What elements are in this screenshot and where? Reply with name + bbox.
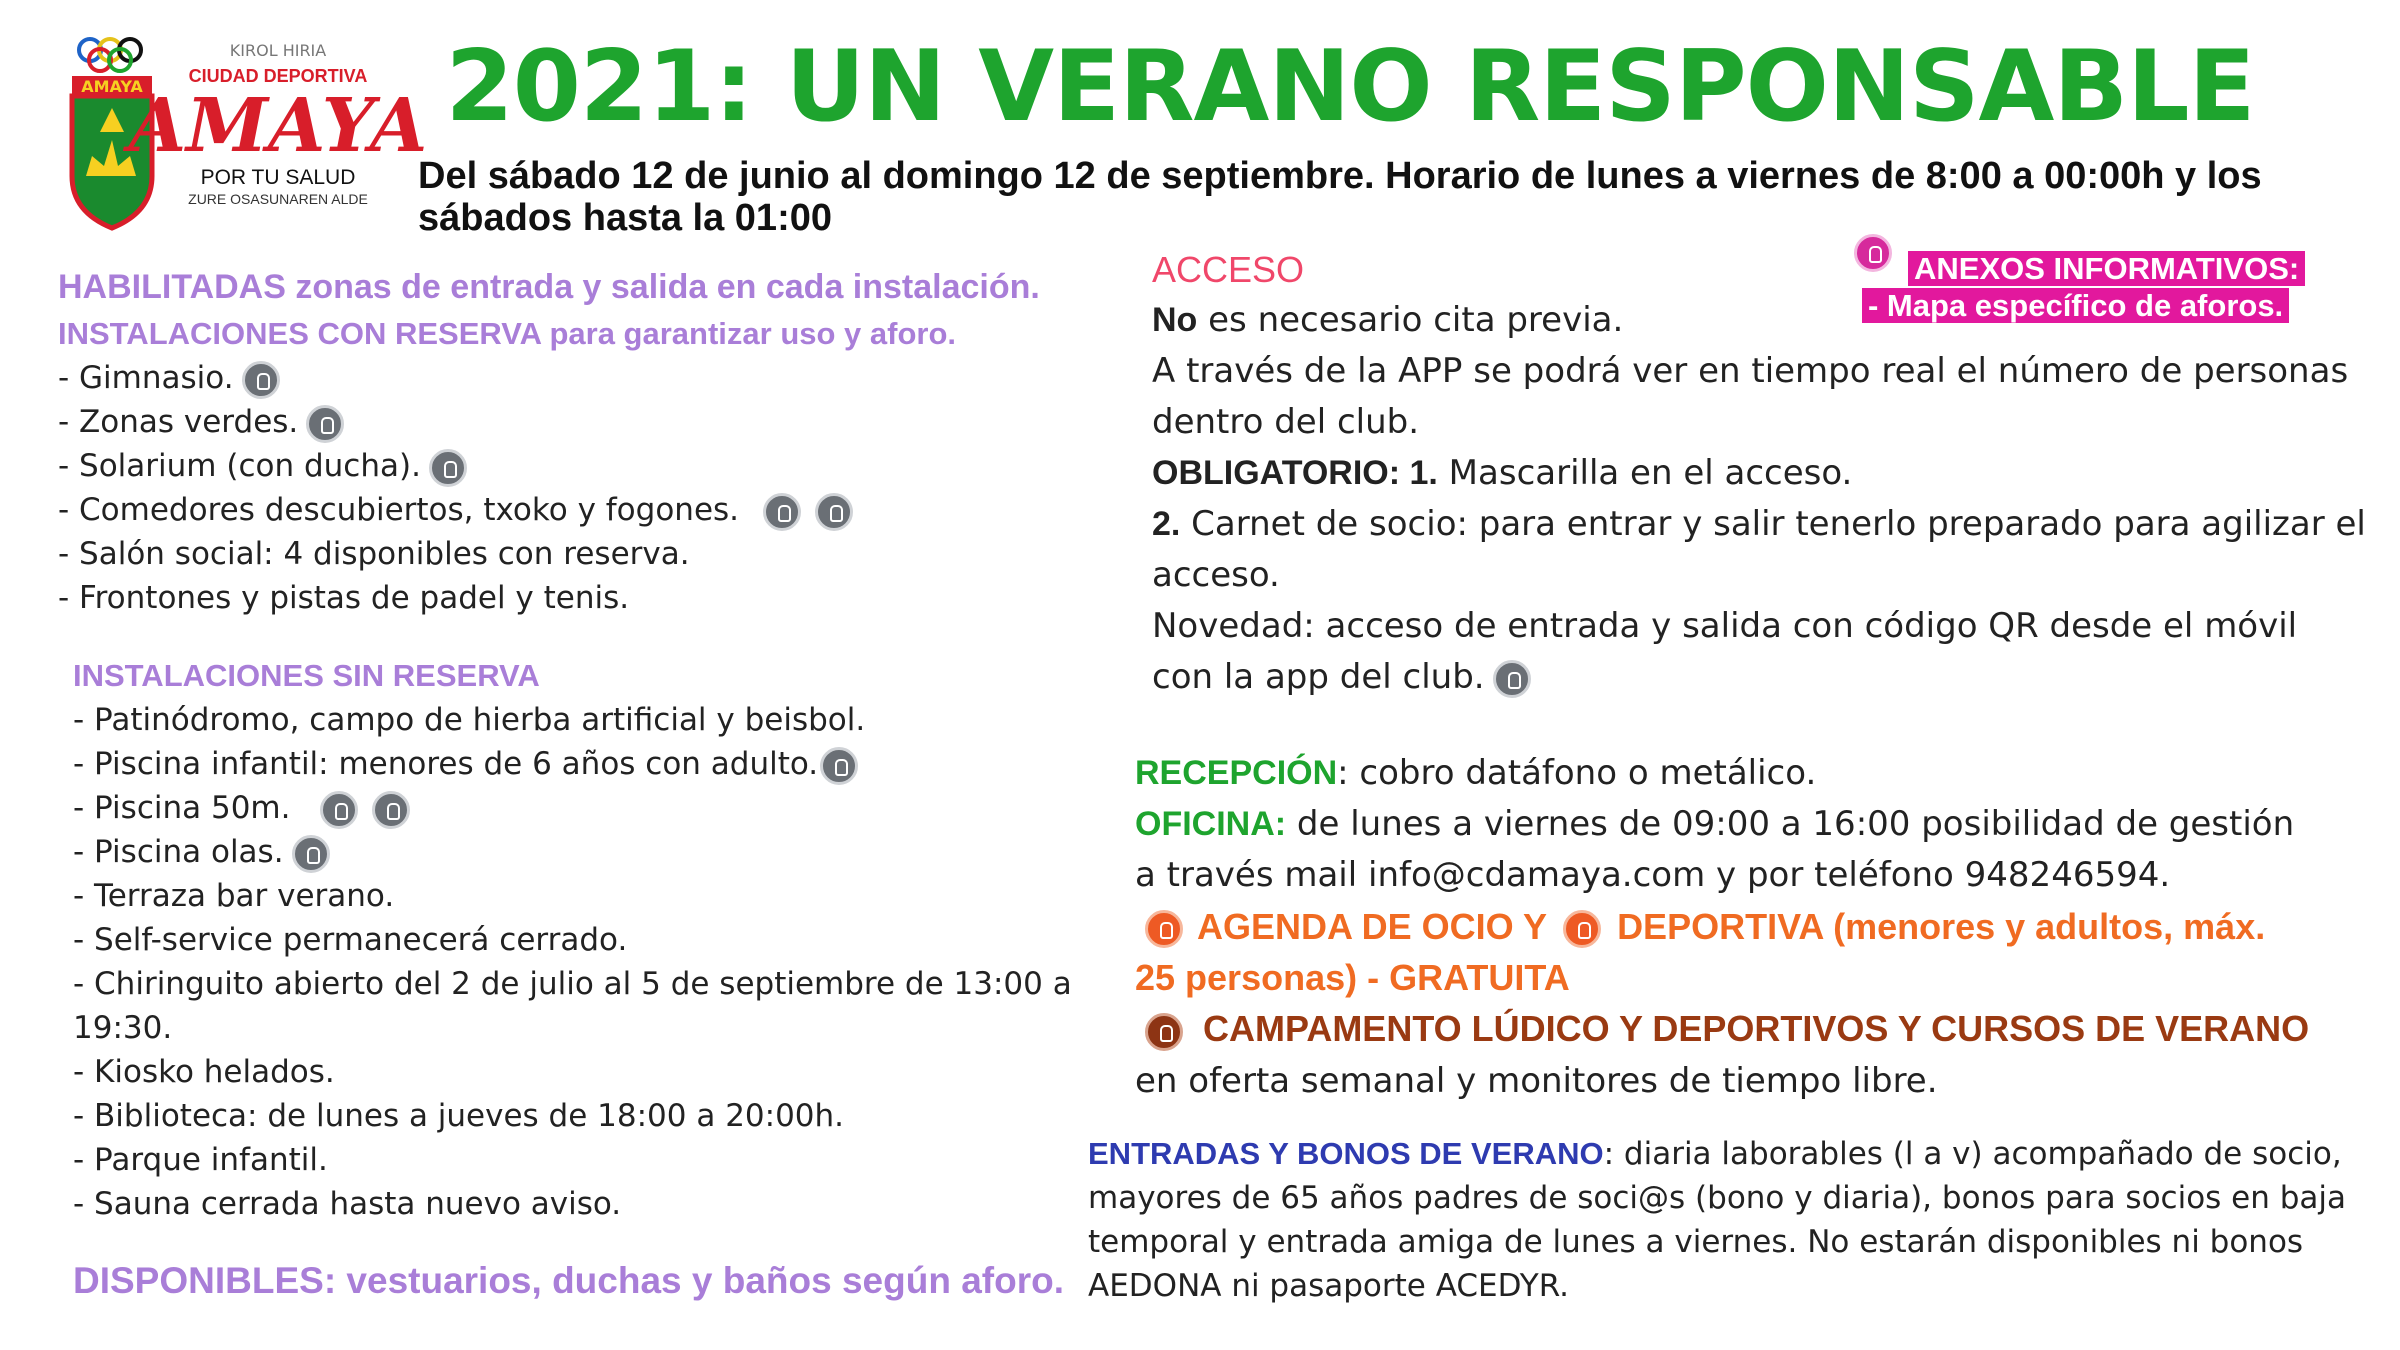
list-item: - Frontones y pistas de padel y tenis.	[58, 580, 630, 616]
info-link-icon[interactable]	[320, 791, 358, 829]
logo-shield-text: AMAYA	[81, 77, 143, 96]
entradas-section: ENTRADAS Y BONOS DE VERANO: diaria laborables (l a v) acompañado de socio, mayores de 65 años padres de soci@s (bono y diaria), bonos para socios en baja temporal y entrada amiga de lunes a viernes. No estarán disponibles ni bonos AEDONA ni pasaporte ACEDYR.	[1088, 1136, 2347, 1304]
page-subtitle: Del sábado 12 de junio al domingo 12 de septiembre. Horario de lunes a viernes de 8:00 a 00:00h y los sábados hasta la 01:00	[418, 155, 2262, 239]
list-item: - Comedores descubiertos, txoko y fogones.	[58, 488, 1040, 532]
list-item: - Biblioteca: de lunes a jueves de 18:00 a 20:00h.	[73, 1098, 845, 1134]
oficina-label: OFICINA:	[1135, 805, 1287, 843]
campamento-link[interactable]: CAMPAMENTO LÚDICO Y DEPORTIVOS Y CURSOS DE VERANO	[1203, 1008, 2310, 1049]
list-item: - Piscina infantil: menores de 6 años con adulto.	[73, 742, 1072, 786]
list-item: - Kiosko helados.	[73, 1054, 335, 1090]
entradas-label: ENTRADAS Y BONOS DE VERANO	[1088, 1136, 1604, 1171]
sin-reserva-section	[73, 654, 1072, 1226]
logo-tagline-2: ZURE OSASUNAREN ALDE	[188, 191, 368, 207]
agenda-deportiva-link[interactable]: DEPORTIVA (menores y adultos, máx. 25 personas) - GRATUITA	[1135, 906, 2266, 998]
acceso-novedad: Novedad: acceso de entrada y salida con código QR desde el móvil con la app del club.	[1152, 606, 2298, 697]
logo-kirol-hiria: KIROL HIRIA	[229, 41, 327, 60]
anexos-title: ANEXOS INFORMATIVOS:	[1908, 251, 2305, 286]
logo-amaya-wordmark: AMAYA	[128, 83, 428, 169]
agenda-deportiva-link-icon[interactable]	[1563, 910, 1601, 948]
acceso-app-text: A través de la APP se podrá ver en tiempo real el número de personas dentro del club.	[1152, 351, 2349, 442]
logo-ciudad-deportiva: CIUDAD DEPORTIVA	[188, 66, 368, 86]
anexos-link[interactable]: - Mapa específico de aforos.	[1862, 288, 2289, 323]
info-link-icon[interactable]	[820, 747, 858, 785]
list-item: - Piscina 50m.	[73, 786, 1072, 830]
con-reserva-heading: INSTALACIONES CON RESERVA para garantizar uso y aforo.	[58, 316, 957, 351]
list-item: - Sauna cerrada hasta nuevo aviso.	[73, 1186, 622, 1222]
list-item: - Gimnasio.	[58, 356, 1040, 400]
info-link-icon[interactable]	[372, 791, 410, 829]
list-item: - Parque infantil.	[73, 1142, 328, 1178]
info-link-icon[interactable]	[763, 493, 801, 531]
info-link-icon[interactable]	[292, 835, 330, 873]
list-item: - Piscina olas.	[73, 830, 1072, 874]
list-item: 19:30.	[73, 1010, 173, 1046]
campamento-link-icon[interactable]	[1145, 1013, 1183, 1051]
left-column	[58, 262, 1040, 620]
acceso-no: No	[1152, 301, 1198, 339]
recepcion-section: RECEPCIÓN: cobro datáfono o metálico. OFICINA: de lunes a viernes de 09:00 a 16:00 posibilidad de gestión a través mail info@cdamaya.com y por teléfono 948246594. AGENDA DE OCIO Y DEPORTIVA (menores y adultos, máx. 25 personas) - GRATUITA CAMPAMENTO LÚDICO Y DEPORTIVOS Y CURSOS DE VERANO en oferta semanal y monitores de tiempo libre.	[1135, 753, 2310, 1101]
agenda-ocio-link-icon[interactable]	[1145, 910, 1183, 948]
info-link-icon[interactable]	[242, 361, 280, 399]
list-item: - Zonas verdes.	[58, 400, 1040, 444]
disponibles-heading: DISPONIBLES: vestuarios, duchas y baños según aforo.	[73, 1260, 1064, 1301]
agenda-ocio-link[interactable]: AGENDA DE OCIO Y	[1197, 906, 1548, 947]
list-item: - Chiringuito abierto del 2 de julio al 5 de septiembre de 13:00 a	[73, 966, 1072, 1002]
info-link-icon[interactable]	[815, 493, 853, 531]
info-link-icon[interactable]	[1493, 660, 1531, 698]
info-link-icon[interactable]	[306, 405, 344, 443]
acceso-section: ACCESO No es necesario cita previa. A través de la APP se podrá ver en tiempo real el número de personas dentro del club. OBLIGATORIO: 1. Mascarilla en el acceso. 2. Carnet de socio: para entrar y salir tenerlo preparado para agilizar el acceso. Novedad: acceso de entrada y salida con código QR desde el móvil con la app del club.	[1152, 244, 2367, 703]
list-item: - Solarium (con ducha).	[58, 444, 1040, 488]
list-item: - Patinódromo, campo de hierba artificial y beisbol.	[73, 702, 866, 738]
list-item: - Self-service permanecerá cerrado.	[73, 922, 628, 958]
habilitadas-heading: HABILITADAS zonas de entrada y salida en cada instalación.	[58, 268, 1040, 306]
acceso-obligatorio: OBLIGATORIO: 1.	[1152, 454, 1438, 492]
info-link-icon[interactable]	[429, 449, 467, 487]
acceso-heading: ACCESO	[1152, 249, 1305, 290]
sin-reserva-heading: INSTALACIONES SIN RESERVA	[73, 658, 540, 693]
recepcion-label: RECEPCIÓN	[1135, 754, 1338, 792]
logo-tagline-1: POR TU SALUD	[200, 166, 356, 189]
page-title: 2021: UN VERANO RESPONSABLE	[445, 30, 2255, 144]
list-item: - Salón social: 4 disponibles con reserva.	[58, 536, 690, 572]
list-item: - Terraza bar verano.	[73, 878, 395, 914]
